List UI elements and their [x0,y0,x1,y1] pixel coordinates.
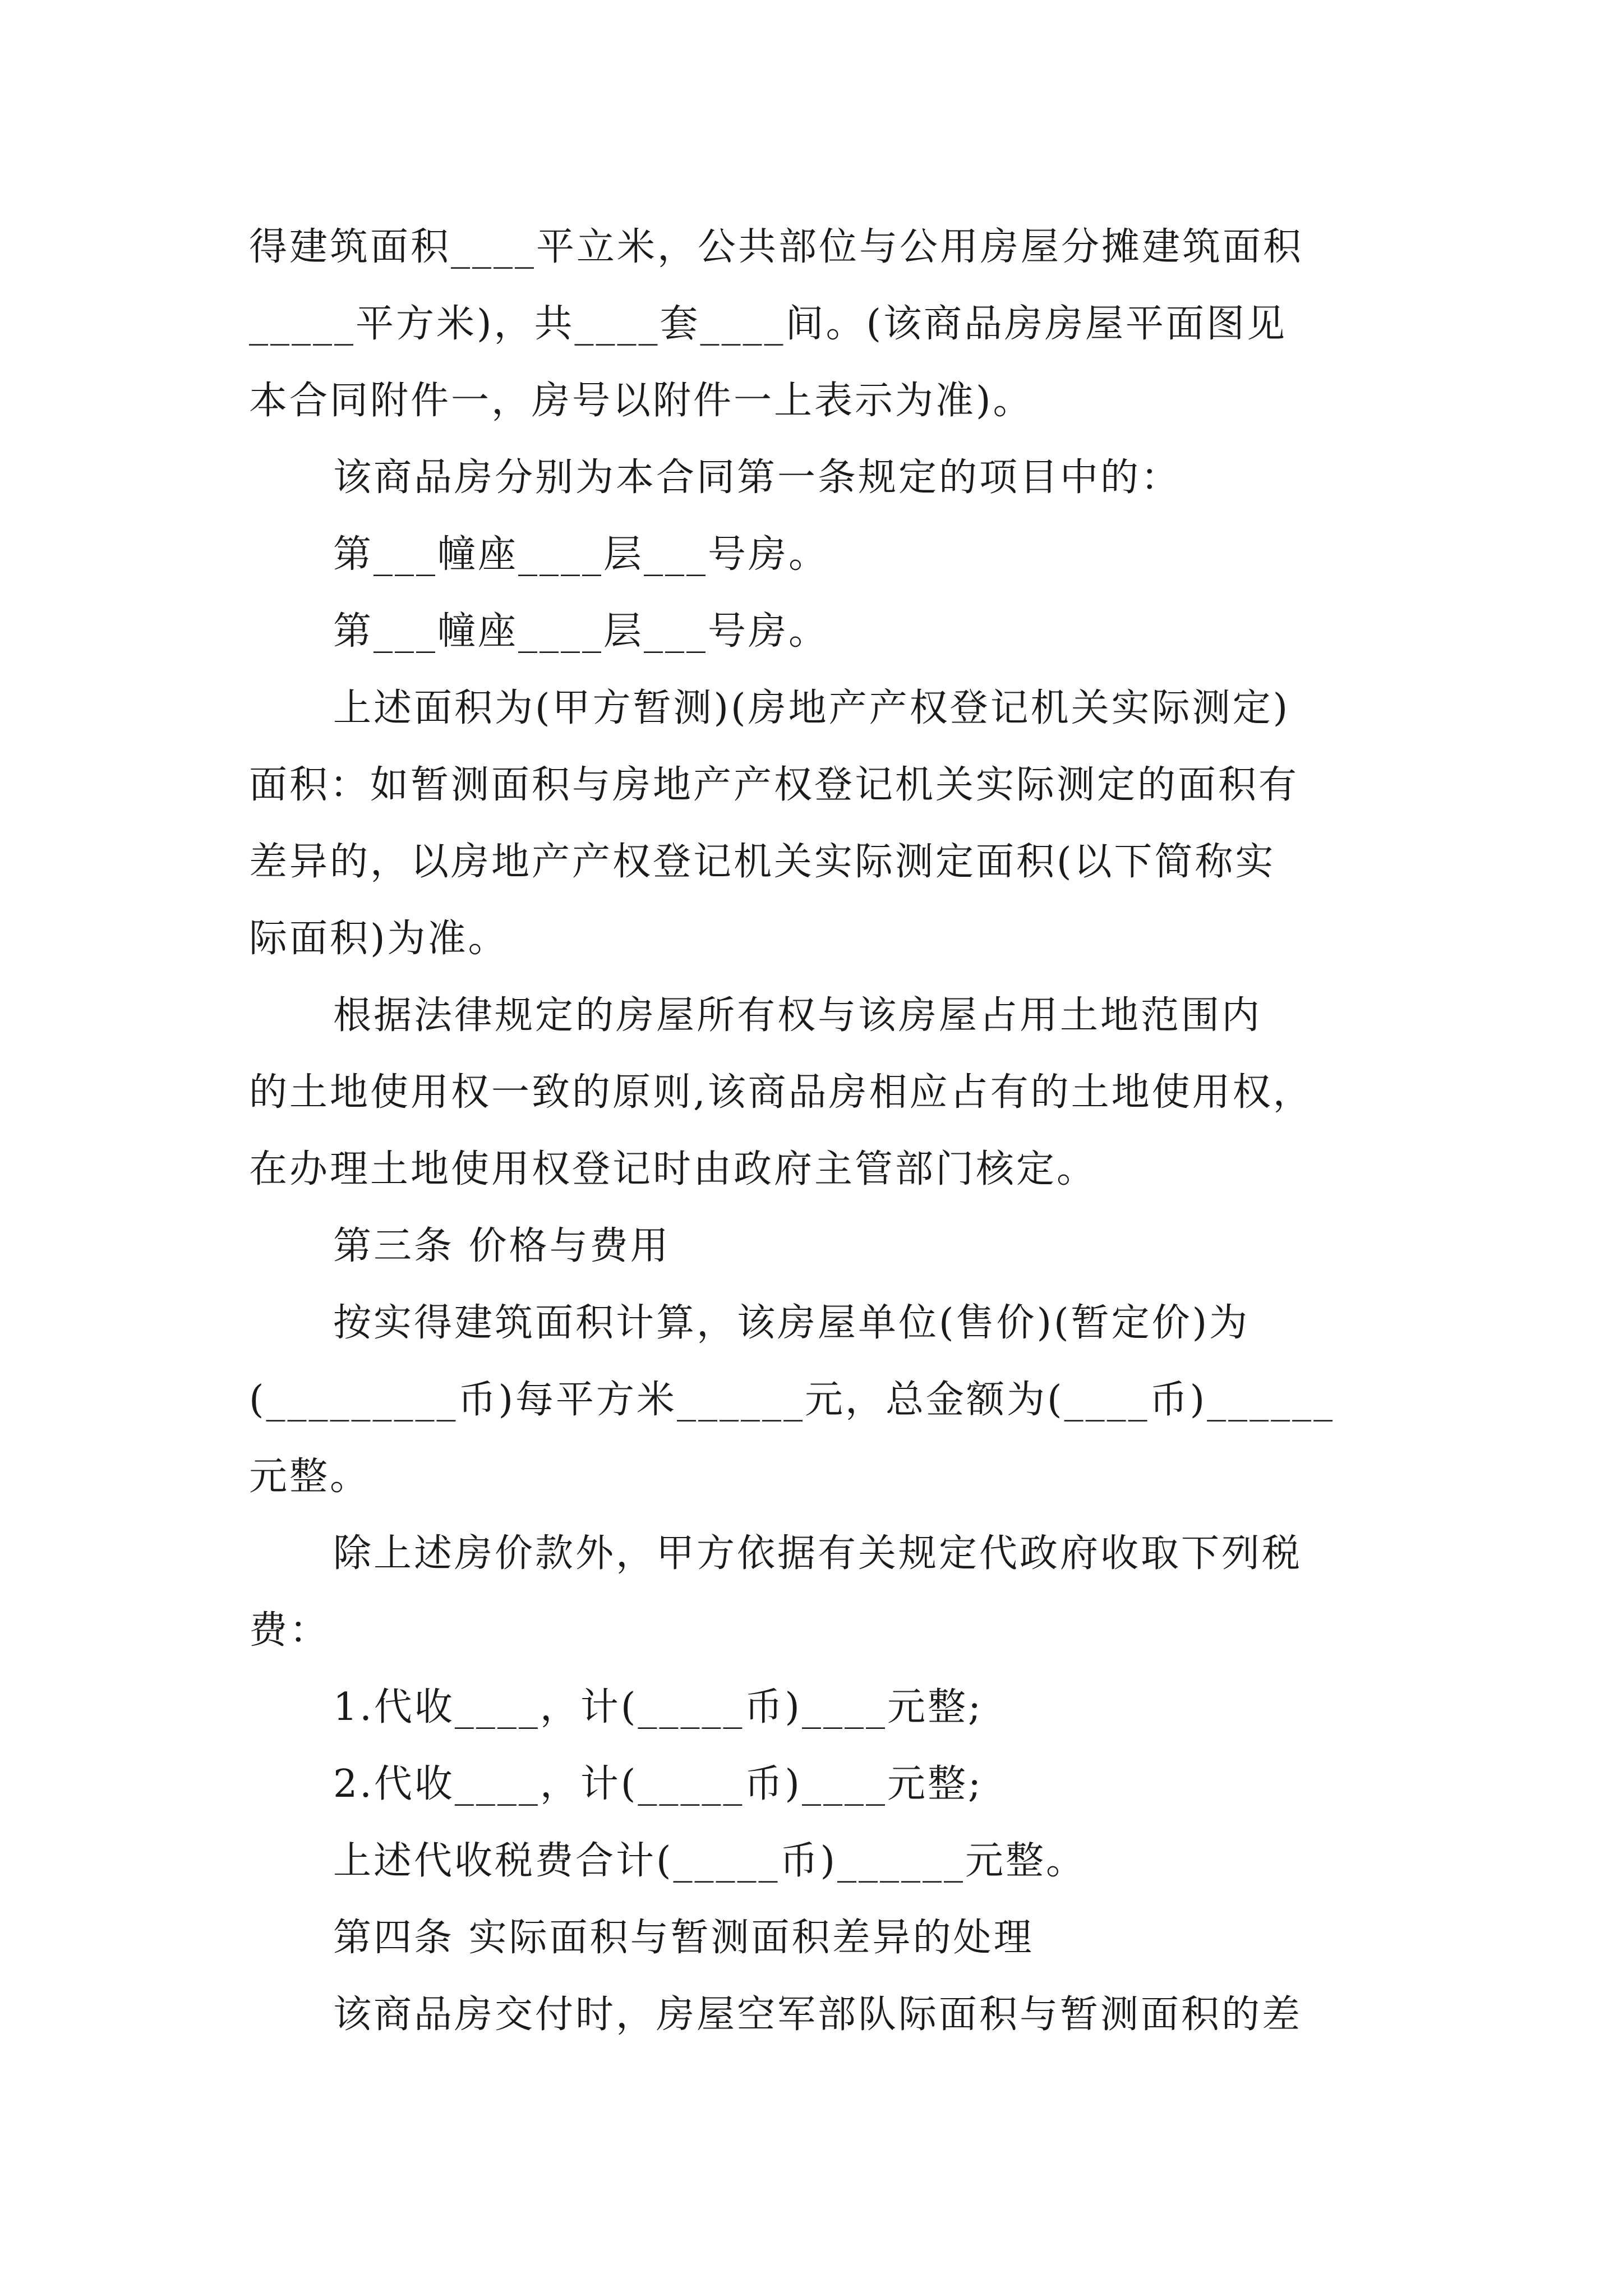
text-line: 差异的，以房地产产权登记机关实际测定面积(以下简称实 [249,840,1276,884]
text-line: 根据法律规定的房屋所有权与该房屋占用土地范围内 [333,993,1262,1038]
list-item: 2.代收____，计(_____币)____元整; [333,1762,983,1806]
section-heading: 第三条 价格与费用 [333,1224,671,1268]
text-line: 际面积)为准。 [249,917,509,961]
text-line: 元整。 [249,1455,371,1499]
text-line: 上述面积为(甲方暂测)(房地产产权登记机关实际测定) [333,686,1290,730]
list-item: 1.代收____，计(_____币)____元整; [333,1685,983,1729]
text-line: 第___幢座____层___号房。 [333,532,829,577]
text-line: (_________币)每平方米______元，总金额为(____币)______ [249,1378,1335,1422]
text-line: 该商品房分别为本合同第一条规定的项目中的： [333,455,1182,500]
text-line: 得建筑面积____平立米，公共部位与公用房屋分摊建筑面积 [249,225,1304,269]
contract-body [249,209,1393,2053]
text-line: 面积：如暂测面积与房地产产权登记机关实际测定的面积有 [249,763,1299,807]
text-line: 第___幢座____层___号房。 [333,609,829,654]
text-line: 上述代收税费合计(_____币)______元整。 [333,1839,1087,1883]
text-line: 除上述房价款外，甲方依据有关规定代政府收取下列税 [333,1531,1303,1576]
section-heading: 第四条 实际面积与暂测面积差异的处理 [333,1916,1034,1960]
text-line: 该商品房交付时，房屋空军部队际面积与暂测面积的差 [333,1993,1303,2037]
text-line: _____平方米)，共____套____间。(该商品房房屋平面图见 [249,302,1288,346]
text-line: 按实得建筑面积计算，该房屋单位(售价)(暂定价)为 [333,1301,1250,1345]
text-line: 费： [249,1608,330,1653]
text-line: 在办理土地使用权登记时由政府主管部门核定。 [249,1147,1098,1191]
text-line: 本合同附件一，房号以附件一上表示为准)。 [249,379,1034,423]
text-line: 的土地使用权一致的原则,该商品房相应占有的土地使用权， [249,1070,1313,1115]
